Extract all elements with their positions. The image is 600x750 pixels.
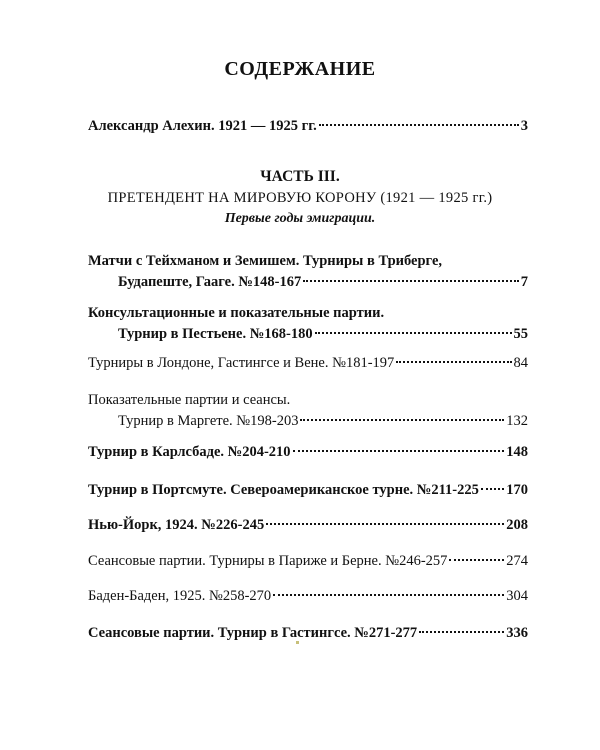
leader-dots <box>266 523 504 525</box>
toc-entry-page: 170 <box>506 482 528 498</box>
toc-entry-text: Показательные партии и сеансы. <box>88 392 291 408</box>
toc-entry-text: Турнир в Пестьене. №168-180 <box>118 326 313 342</box>
leader-dots <box>419 631 504 633</box>
toc-entry-page: 55 <box>513 326 528 342</box>
toc-entry-page: 148 <box>506 444 528 460</box>
leader-dots <box>300 419 504 421</box>
page-title: СОДЕРЖАНИЕ <box>224 58 376 80</box>
toc-entry-text: Турнир в Портсмуте. Североамериканское турне. №211-225 <box>88 482 479 498</box>
toc-entry[interactable] <box>88 442 528 463</box>
leader-dots <box>315 332 512 334</box>
toc-entry[interactable] <box>88 251 528 293</box>
part-title: ПРЕТЕНДЕНТ НА МИРОВУЮ КОРОНУ (1921 — 1925 гг.) <box>107 190 493 206</box>
leader-dots <box>319 124 519 126</box>
toc-entry-page: 3 <box>520 118 528 134</box>
toc-entry-text: Баден-Баден, 1925. №258-270 <box>88 588 272 604</box>
toc-entry-text: Турнир в Карлсбаде. №204-210 <box>88 444 291 460</box>
toc-entry-page: 336 <box>506 625 528 641</box>
toc-entry[interactable] <box>88 390 528 432</box>
toc-entry-text: Сеансовые партии. Турниры в Париже и Берне. №246-257 <box>88 553 448 569</box>
toc-entry-text: Турниры в Лондоне, Гастингсе и Вене. №181-197 <box>88 355 395 371</box>
leader-dots <box>293 450 505 452</box>
toc-entry[interactable] <box>88 303 528 345</box>
toc-entry[interactable] <box>88 515 528 536</box>
leader-dots <box>273 594 504 596</box>
toc-entry-page: 132 <box>506 413 528 429</box>
leader-dots <box>303 280 519 282</box>
print-speck <box>296 641 299 644</box>
leader-dots <box>481 488 504 490</box>
toc-entry-intro[interactable] <box>88 116 528 137</box>
toc-entry[interactable] <box>88 551 528 572</box>
toc-entry-text: Александр Алехин. 1921 — 1925 гг. <box>88 118 317 134</box>
toc-entry-text: Будапеште, Гааге. №148-167 <box>118 274 302 290</box>
toc-entry-page: 274 <box>506 553 528 569</box>
part-subtitle: Первые годы эмиграции. <box>224 211 376 226</box>
toc-entry-text: Сеансовые партии. Турнир в Гастингсе. №271-277 <box>88 625 418 641</box>
toc-entry-text: Матчи с Тейхманом и Земишем. Турниры в Триберге, <box>88 253 443 269</box>
leader-dots <box>449 559 504 561</box>
toc-entry-page: 208 <box>506 517 528 533</box>
toc-entry-page: 84 <box>513 355 528 371</box>
toc-entry-page: 304 <box>506 588 528 604</box>
toc-entry[interactable] <box>88 353 528 374</box>
toc-entry-page: 7 <box>520 274 528 290</box>
toc-entry[interactable] <box>88 623 528 644</box>
toc-entry[interactable] <box>88 586 528 607</box>
toc-entry[interactable] <box>88 480 528 501</box>
toc-entry-text: Нью-Йорк, 1924. №226-245 <box>88 517 265 533</box>
part-label: ЧАСТЬ III. <box>260 168 340 185</box>
leader-dots <box>396 361 511 363</box>
toc-entry-text: Турнир в Маргете. №198-203 <box>118 413 299 429</box>
toc-entry-text: Консультационные и показательные партии. <box>88 305 385 321</box>
